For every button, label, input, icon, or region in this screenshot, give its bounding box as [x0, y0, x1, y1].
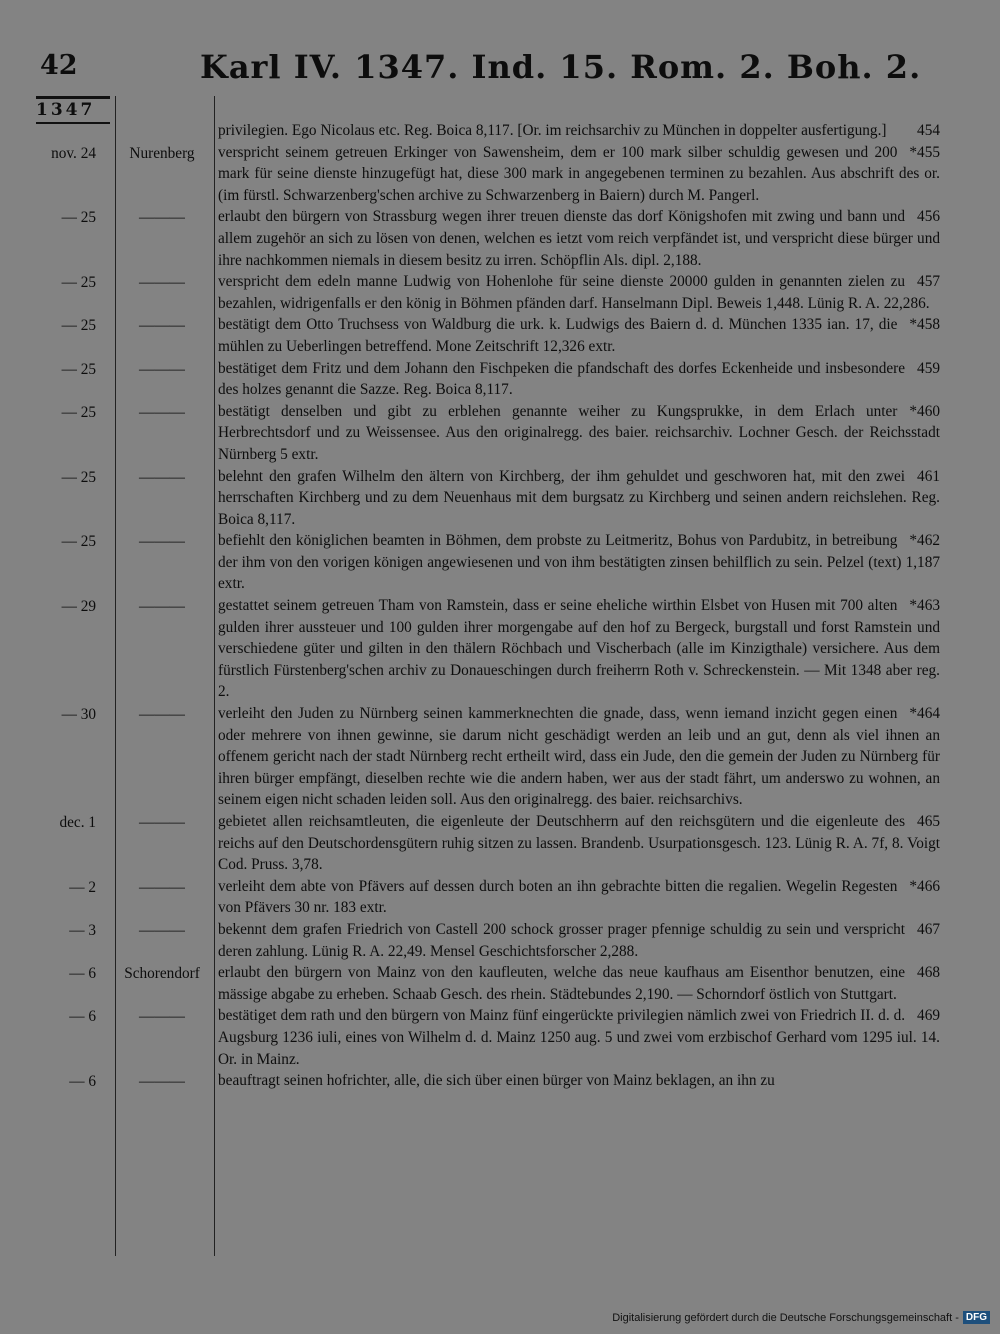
entry-text: verleiht den Juden zu Nürnberg seinen kammerknechten die gnade, dass, wenn iemand inzicht gegen einen oder mehrere von ihnen gewinne, sie darum nicht geschädigt werden an leib und an gut, denn als viel ihnen an offenem gericht nach der stadt Nürnberg recht ertheilt wird, dass ein Jude, den die gemein der Juden zu Nürnberg für ihren bürger empfängt, dieselben rechte wie die andern haben, wer aus der stadt fährt, um anderswo zu wohnen, an seinem eigen nicht schaden leiden soll. Aus den originalregg. des baier. reichsarchivs.	[218, 705, 940, 809]
entry-number: 454	[917, 122, 940, 139]
entry-text-block	[218, 466, 940, 531]
regest-entry	[0, 401, 1000, 466]
entry-number: 468	[917, 964, 940, 982]
regest-entry	[0, 358, 1000, 401]
entry-text: privilegien. Ego Nicolaus etc. Reg. Boica 8,117. [Or. im reichsarchiv zu München in doppelter ausfertigung.]	[218, 122, 887, 139]
entry-number: *464	[909, 705, 940, 723]
regest-entry	[0, 595, 1000, 703]
regest-entry	[0, 703, 1000, 811]
entry-place: ———	[139, 403, 185, 421]
entry-place: ———	[139, 533, 185, 551]
entry-place: ———	[139, 878, 185, 896]
entry-text-block	[218, 595, 940, 703]
entry-text: beauftragt seinen hofrichter, alle, die sich über einen bürger von Mainz beklagen, an ihn zu	[218, 1072, 775, 1090]
entry-place: ———	[139, 317, 185, 335]
regest-entry	[0, 466, 1000, 531]
entry-date: — 6	[69, 1073, 96, 1091]
entry-text-block	[218, 401, 940, 466]
entry-text: gestattet seinem getreuen Tham von Ramstein, dass er seine eheliche wirthin Elsbet von Husen mit 700 alten gulden ihrer aussteuer und 100 gulden ihrer morgengabe auf den hof zu Bergeck, burgstall und forst Ramstein und verschiedene güter und gilten in den thälern Röchbach und Vischerbach (alle im Kinzigthale) versichere. Aus dem fürstlich Fürstenberg'schen archiv zu Donaueschingen durch freiherrn Roth v. Schreckenstein. — Mit 1348 aber reg. 2.	[218, 597, 940, 701]
entry-date: — 25	[61, 360, 96, 378]
entry-date: — 6	[69, 1008, 96, 1026]
regest-entry	[0, 1070, 1000, 1092]
entry-number: *466	[909, 877, 940, 895]
footer	[612, 1311, 990, 1324]
regest-entry	[0, 120, 1000, 142]
entry-text-block	[218, 811, 940, 876]
year-heading: 1347	[36, 96, 110, 124]
regest-entry	[0, 314, 1000, 357]
entry-number: 467	[917, 920, 940, 938]
entry-date: — 3	[69, 921, 96, 939]
entry-place: ———	[139, 598, 185, 616]
regest-entry	[0, 142, 1000, 207]
entry-text-block	[218, 358, 940, 401]
entry-number: 456	[917, 208, 940, 226]
dfg-logo: DFG	[963, 1311, 990, 1324]
entry-date: — 25	[61, 468, 96, 486]
entry-text-block	[218, 120, 940, 142]
entry-text: bestätiget dem rath und den bürgern von Mainz fünf eingerückte privilegien nämlich zwei von Friedrich II. d. d. Augsburg 1236 iuli, eines von Wilhelm d. d. Mainz 1250 aug. 5 und zwei vom erzbischof Gerhard vom 1295 iul. 14. Or. in Mainz.	[218, 1007, 940, 1068]
regest-entry	[0, 876, 1000, 919]
entry-text: erlaubt den bürgern von Strassburg wegen ihrer treuen dienste das dorf Königshofen mit zwing und bann und allem zugehör an sich zu lösen von denen, welchen es ietzt vom reich verpfändet ist, und verspricht diese bürger und ihre nachkommen niemals in diesem besitz zu irren. Schöpflin Als. dipl. 2,188.	[218, 208, 940, 269]
entry-number: 465	[917, 813, 940, 830]
entry-text-block	[218, 142, 940, 207]
entry-text: verspricht dem edeln manne Ludwig von Hohenlohe für seine dienste 20000 gulden in genannten zielen zu bezahlen, widrigenfalls er den könig in Böhmen pfänden darf. Hanselmann Dipl. Beweis 1,448. Lünig R. A. 22,286.	[218, 273, 930, 312]
entry-number: 469	[917, 1007, 940, 1025]
entry-text-block	[218, 271, 940, 314]
entry-place: ———	[139, 360, 185, 378]
entry-number: *463	[909, 597, 940, 615]
regest-entry	[0, 530, 1000, 595]
entry-place: ———	[139, 209, 185, 227]
entry-place: ———	[139, 921, 185, 939]
entry-number: *458	[909, 316, 940, 334]
entry-date: — 6	[69, 965, 96, 983]
entry-text: bekennt dem grafen Friedrich von Castell 200 schock grosser prager pfennige schuldig zu sein und verspricht deren zahlung. Lünig R. A. 22,49. Mensel Geschichtsforscher 2,288.	[218, 920, 906, 960]
entry-date: — 25	[61, 403, 96, 421]
entry-place: Nurenberg	[129, 144, 195, 162]
entry-number: 461	[917, 467, 940, 485]
entry-text-block	[218, 314, 940, 357]
entry-text-block	[218, 919, 940, 962]
entry-text: gebietet allen reichsamtleuten, die eigenleute der Deutschherrn auf den reichsgütern und die eigenleute des reichs auf den Deutschordensgütern ruhig sitzen zu lassen. Brandenb. Usurpationsgesch. 123. Lünig R. A. 7f, 8. Voigt Cod. Pruss. 3,78.	[218, 813, 940, 874]
entry-date: — 25	[61, 209, 96, 227]
entry-date: — 25	[61, 317, 96, 335]
entry-text-block	[218, 1005, 940, 1070]
regest-entry	[0, 1005, 1000, 1070]
entry-date: — 29	[61, 598, 96, 616]
entry-text-block	[218, 962, 940, 1005]
entry-number: *462	[909, 532, 940, 550]
entry-date: — 25	[61, 533, 96, 551]
entry-text: erlaubt den bürgern von Mainz von den kaufleuten, welche das neue kaufhaus am Eisenthor benutzen, eine mässige abgabe zu erheben. Schaab Gesch. des rhein. Städtebundes 2,190. — Schorndorf östlich von Stuttgart.	[218, 964, 906, 1003]
entry-text-block	[218, 1070, 940, 1092]
entry-date: — 2	[69, 878, 96, 896]
entry-text: befiehlt den königlichen beamten in Böhmen, dem probste zu Leitmeritz, Bohus von Pardubitz, in betreibung der ihm von den vorigen königen angewiesenen und von ihm bestätigten zinsen behilflich zu sein. Pelzel (text) 1,187 extr.	[218, 532, 940, 593]
entry-text: belehnt den grafen Wilhelm den ältern von Kirchberg, der ihm gehuldet und geschworen hat, mit den zwei herrschaften Kirchberg und zu dem Neuenhaus mit dem burgsatz zu Kirchberg und seinen andern reichslehen. Reg. Boica 8,117.	[218, 467, 940, 528]
regesta-list	[0, 120, 1000, 1092]
regest-entry	[0, 271, 1000, 314]
entry-place: ———	[139, 814, 185, 831]
entry-text: bestätiget dem Fritz und dem Johann den Fischpeken die pfandschaft des dorfes Eckenheide und insbesondere des holzes genannt die Sazze. Reg. Boica 8,117.	[218, 359, 906, 399]
entry-place: ———	[139, 274, 185, 292]
entry-number: *460	[909, 402, 940, 420]
entry-date: — 30	[61, 706, 96, 724]
entry-place: Schorendorf	[124, 965, 200, 983]
entry-date: dec. 1	[59, 814, 96, 831]
page-number: 42	[40, 50, 78, 81]
entry-text: verleiht dem abte von Pfävers auf dessen durch boten an ihn gebrachte bitten die regalien. Wegelin Regesten von Pfävers 30 nr. 183 extr.	[218, 877, 898, 917]
entry-place: ———	[139, 1008, 185, 1026]
regest-entry	[0, 919, 1000, 962]
entry-text-block	[218, 206, 940, 271]
entry-number: *455	[909, 143, 940, 161]
entry-number: 459	[917, 359, 940, 377]
entry-text-block	[218, 703, 940, 811]
entry-date: — 25	[61, 274, 96, 292]
regest-entry	[0, 962, 1000, 1005]
entry-place: ———	[139, 468, 185, 486]
footer-text: Digitalisierung gefördert durch die Deutsche Forschungsgemeinschaft -	[612, 1311, 959, 1324]
entry-text: bestätigt denselben und gibt zu erblehen genannte weiher zu Kungsprukke, in dem Erlach unter Herbrechtsdorf und zu Weissensee. Aus den originalregg. des baier. reichsarchiv. Lochner Gesch. der Reichsstadt Nürnberg 5 extr.	[218, 402, 940, 463]
running-head: Karl IV. 1347. Ind. 15. Rom. 2. Boh. 2.	[200, 48, 922, 86]
entry-text: verspricht seinem getreuen Erkinger von Sawensheim, dem er 100 mark silber schuldig gewesen und 200 mark für seine dienste hinzugefügt hat, diese 300 mark in angegebenen terminen zu bezahlen. Aus abschrift des or. (im fürstl. Schwarzenberg'schen archive zu Schwarzenberg in Baiern) durch M. Pangerl.	[218, 143, 940, 204]
entry-number: 457	[917, 273, 940, 291]
entry-place: ———	[139, 706, 185, 724]
regest-entry	[0, 206, 1000, 271]
entry-text: bestätigt dem Otto Truchsess von Waldburg die urk. k. Ludwigs des Baiern d. d. München 1335 ian. 17, die mühlen zu Ueberlingen betreffend. Mone Zeitschrift 12,326 extr.	[218, 316, 898, 355]
entry-place: ———	[139, 1073, 185, 1091]
entry-text-block	[218, 876, 940, 919]
regest-entry	[0, 811, 1000, 876]
entry-text-block	[218, 530, 940, 595]
entry-date: nov. 24	[51, 144, 96, 162]
